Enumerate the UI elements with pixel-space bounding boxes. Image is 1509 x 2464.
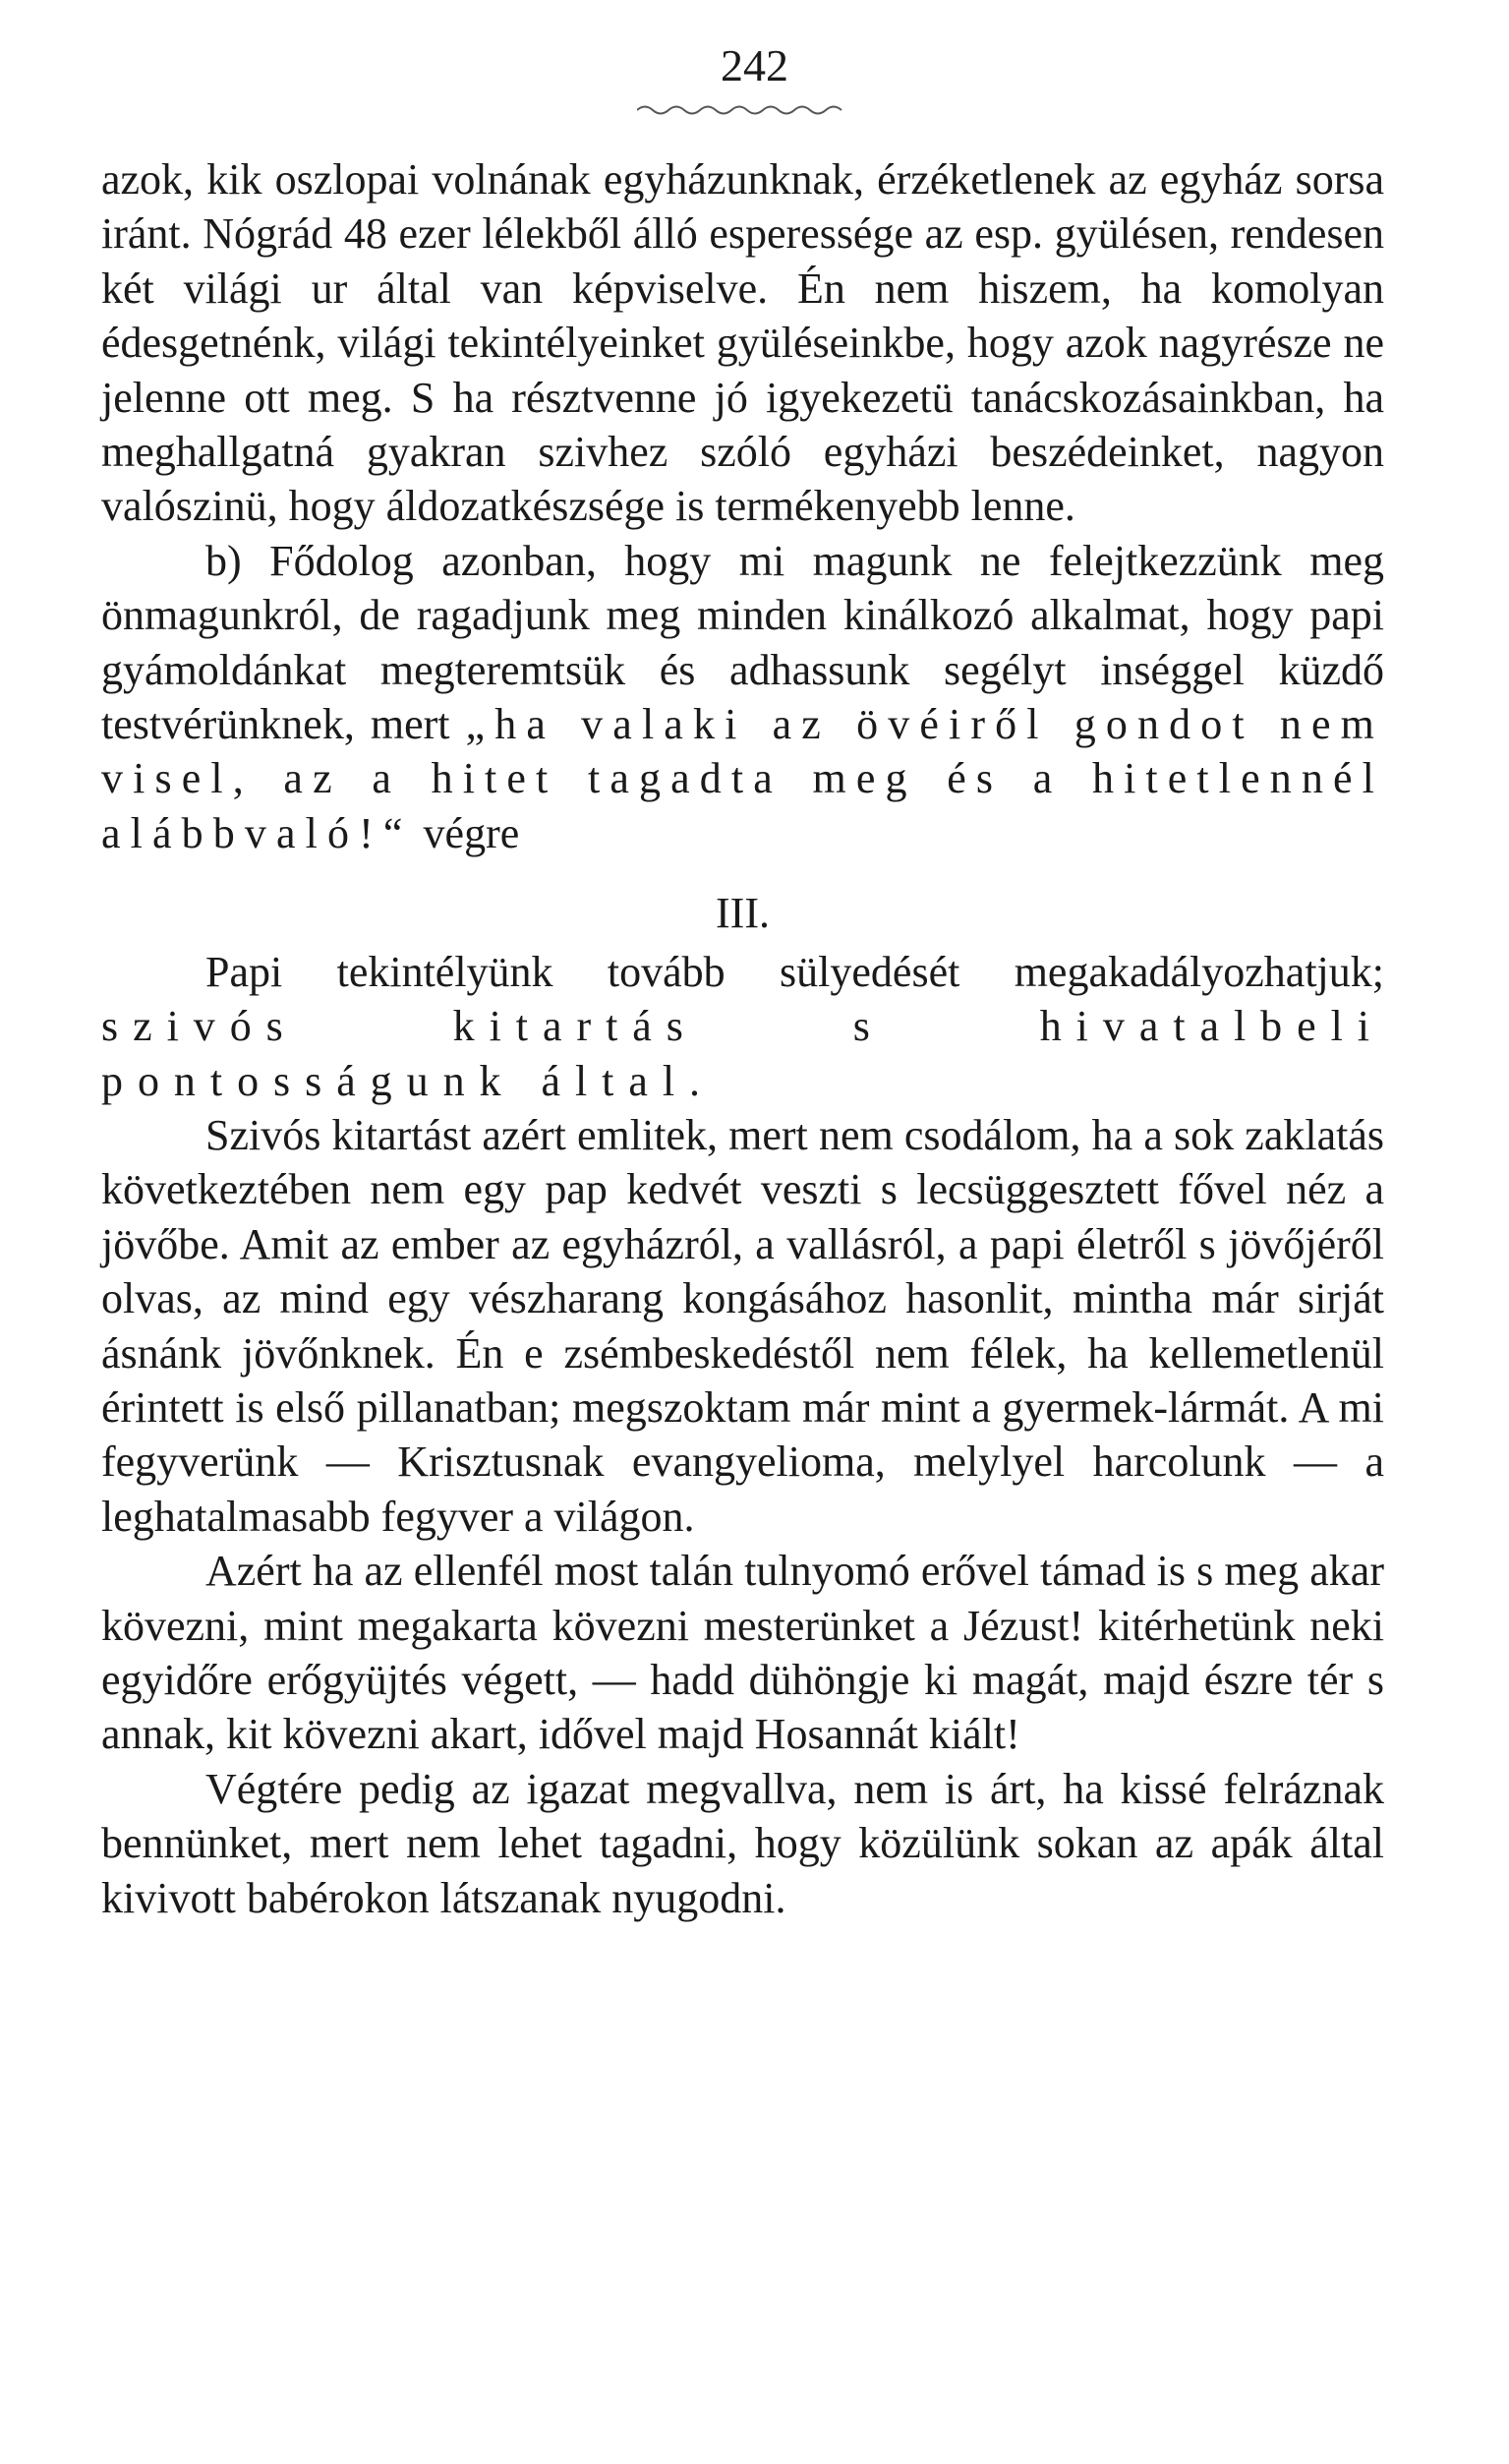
scripture-quote: „ha valaki az övéiről gondot nem visel, az a hitet tagadta meg és a hitetlennél alábbvaló!“ bbox=[101, 700, 1384, 857]
section-lead-emphasis: szivós kitartás s hivatalbeli pontosságunk által. bbox=[101, 1002, 1384, 1105]
section-heading: III. bbox=[716, 889, 770, 938]
paragraph-1: azok, kik oszlopai volnának egyházunknak, érzéketlenek az egyház sorsa iránt. Nógrád 48 ezer lélekből álló esperessége az esp. gyülésen, rendesen két világi ur által van képviselve. Én nem hiszem, ha komolyan édesgetnénk, világi tekintélyeinket gyüléseinkbe, hogy azok nagyrésze ne jelenne ott meg. S ha résztvenne jó igyekezetü tanácskozásainkban, ha meghallgatná gyakran szivhez szóló egyházi beszédeinket, nagyon valószinü, hogy áldozatkészsége is termékenyebb lenne. bbox=[101, 155, 1384, 531]
page-number: 242 bbox=[721, 40, 788, 90]
ornament-rule bbox=[637, 101, 843, 117]
paragraph-5: Végtére pedig az igazat megvallva, nem is árt, ha kissé felráznak bennünket, mert nem lehet tagadni, hogy közülünk sokan az apák által kivivott babérokon látszanak nyugodni. bbox=[101, 1764, 1384, 1922]
paragraph-2 bbox=[101, 534, 1384, 860]
section-lead-start: Papi tekintélyünk tovább sülyedését megakadályozhatjuk; bbox=[205, 947, 1384, 996]
section-lead bbox=[101, 945, 1384, 1108]
paragraph-4: Azért ha az ellenfél most talán tulnyomó erővel támad is s meg akar kövezni, mint megakarta kövezni mesterünket a Jézust! kitérhetünk neki egyidőre erőgyüjtés végett, — hadd dühöngje ki magát, majd észre tér s annak, kit kövezni akart, idővel majd Hosannát kiált! bbox=[101, 1547, 1384, 1759]
paragraph-2-end: végre bbox=[412, 808, 520, 857]
paragraph-3: Szivós kitartást azért emlitek, mert nem csodálom, ha a sok zaklatás következtében nem egy pap kedvét veszti s lecsüggesztett fővel néz a jövőbe. Amit az ember az egyházról, a vallásról, a papi életről s jövőjéről olvas, az mind egy vészharang kongásához hasonlit, mintha már sirját ásnánk jövőnknek. Én e zsémbeskedéstől nem félek, ha kellemetlenül érintett is első pillanatban; megszoktam már mint a gyermek-lármát. A mi fegyverünk — Krisztusnak evangyelioma, melylyel harcolunk — a leghatalmasabb fegyver a világon. bbox=[101, 1110, 1384, 1541]
page-body bbox=[101, 152, 1384, 1925]
paragraph-2-start: b) Fődolog azonban, hogy mi magunk ne felejtkezzünk meg önmagunkról, de ragadjunk meg minden kinálkozó alkalmat, hogy papi gyámoldánkat megteremtsük és adhassunk segélyt inséggel küzdő testvérünknek, mert bbox=[101, 536, 1384, 749]
